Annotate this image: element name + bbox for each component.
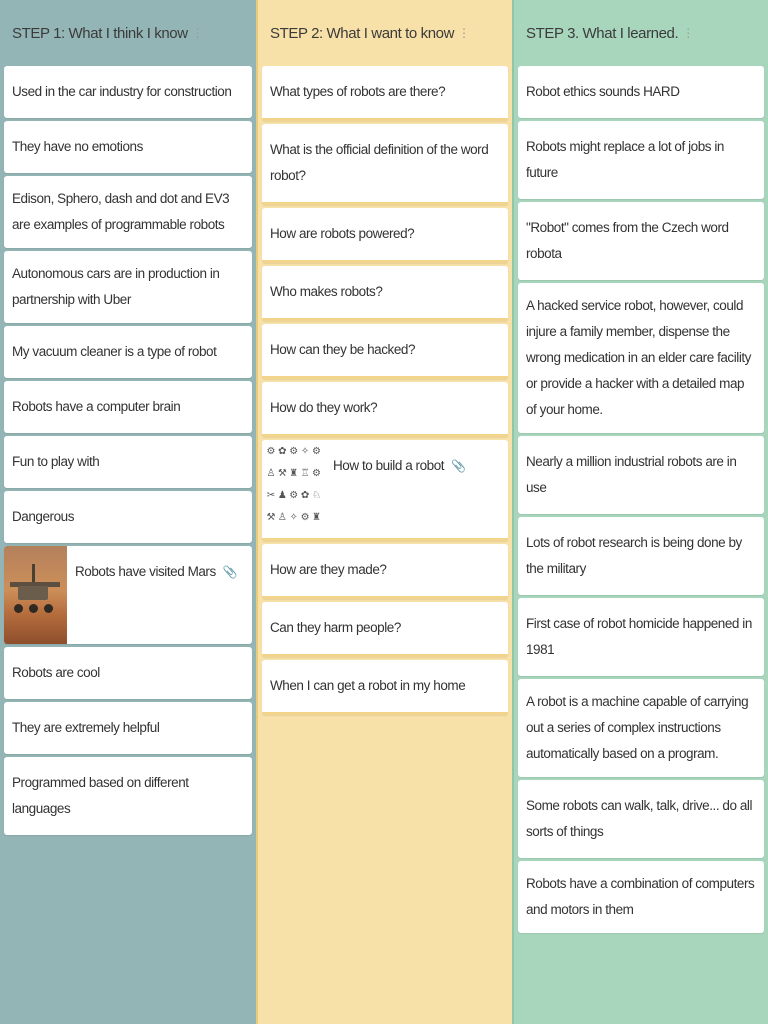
card-text: Nearly a million industrial robots are in use bbox=[526, 454, 737, 495]
card[interactable] bbox=[262, 266, 508, 321]
card[interactable] bbox=[4, 66, 252, 118]
card[interactable] bbox=[262, 382, 508, 437]
card-text: Edison, Sphero, dash and dot and EV3 are examples of programmable robots bbox=[12, 191, 230, 232]
card-text: Lots of robot research is being done by the military bbox=[526, 535, 742, 576]
card-list bbox=[262, 66, 508, 715]
card[interactable] bbox=[4, 251, 252, 323]
mars-rover-image bbox=[4, 546, 67, 644]
card-text: Robots have visited Mars bbox=[75, 564, 216, 579]
card[interactable] bbox=[518, 202, 764, 280]
column-title: STEP 3. What I learned. bbox=[526, 24, 679, 42]
card[interactable] bbox=[518, 780, 764, 858]
card-text: My vacuum cleaner is a type of robot bbox=[12, 344, 217, 359]
card-text: Autonomous cars are in production in partnership with Uber bbox=[12, 266, 220, 307]
card[interactable] bbox=[518, 66, 764, 118]
card-list bbox=[518, 66, 764, 933]
card[interactable] bbox=[4, 381, 252, 433]
card-text: Some robots can walk, talk, drive... do all sorts of things bbox=[526, 798, 753, 839]
card-text: What is the official definition of the word robot? bbox=[270, 142, 489, 183]
card[interactable] bbox=[4, 702, 252, 754]
card-text: What types of robots are there? bbox=[270, 84, 446, 99]
card[interactable] bbox=[4, 121, 252, 173]
card-text: Who makes robots? bbox=[270, 284, 383, 299]
column-header[interactable] bbox=[262, 0, 508, 66]
card[interactable] bbox=[4, 757, 252, 835]
paperclip-icon[interactable]: 📎 bbox=[451, 459, 466, 473]
column-think-i-know bbox=[0, 0, 256, 1024]
card-text: How can they be hacked? bbox=[270, 342, 415, 357]
card-with-image[interactable] bbox=[262, 440, 508, 541]
card[interactable] bbox=[262, 208, 508, 263]
card[interactable] bbox=[262, 660, 508, 715]
card[interactable] bbox=[518, 679, 764, 777]
card-text: They have no emotions bbox=[12, 139, 143, 154]
paperclip-icon[interactable]: 📎 bbox=[222, 565, 238, 579]
card-text: Fun to play with bbox=[12, 454, 100, 469]
card-text: How to build a robot bbox=[333, 458, 445, 473]
card-with-image[interactable] bbox=[4, 546, 252, 644]
card-text: Robots might replace a lot of jobs in future bbox=[526, 139, 724, 180]
vertical-dots-icon[interactable]: ⋮ bbox=[458, 26, 471, 40]
card-text: Robots have a combination of computers and motors in them bbox=[526, 876, 755, 917]
column-header[interactable] bbox=[4, 0, 252, 66]
card-text: Robots are cool bbox=[12, 665, 100, 680]
column-learned bbox=[512, 0, 768, 1024]
card[interactable] bbox=[518, 598, 764, 676]
card[interactable] bbox=[518, 121, 764, 199]
card-list bbox=[4, 66, 252, 835]
card-text: A robot is a machine capable of carrying out a series of complex instructions automatically based on a program. bbox=[526, 694, 749, 761]
card[interactable] bbox=[518, 283, 764, 433]
card[interactable] bbox=[518, 517, 764, 595]
column-title: STEP 1: What I think I know bbox=[12, 24, 188, 42]
card[interactable] bbox=[262, 124, 508, 205]
card[interactable] bbox=[518, 861, 764, 933]
column-title: STEP 2: What I want to know bbox=[270, 24, 455, 42]
card-text: How are they made? bbox=[270, 562, 387, 577]
card[interactable] bbox=[262, 66, 508, 121]
card-text: Robot ethics sounds HARD bbox=[526, 84, 680, 99]
card[interactable] bbox=[262, 544, 508, 599]
card-text: "Robot" comes from the Czech word robota bbox=[526, 220, 729, 261]
card-text: A hacked service robot, however, could injure a family member, dispense the wrong medication in an elder care facility or provide a hacker with a detailed map of your home. bbox=[526, 298, 751, 417]
card-text: Dangerous bbox=[12, 509, 74, 524]
robot-parts-image: ⚙ ✿ ⚙ ✧ ⚙ ♙ ⚒ ♜ ♖ ⚙ ✂ ♟ ⚙ ✿ ♘ ⚒ ♙ ✧ ⚙ ♜ bbox=[262, 440, 325, 538]
card-text: How are robots powered? bbox=[270, 226, 415, 241]
card[interactable] bbox=[4, 647, 252, 699]
vertical-dots-icon[interactable]: ⋮ bbox=[682, 26, 695, 40]
card[interactable] bbox=[4, 176, 252, 248]
card-text: Robots have a computer brain bbox=[12, 399, 181, 414]
card-text: When I can get a robot in my home bbox=[270, 678, 466, 693]
card[interactable] bbox=[518, 436, 764, 514]
vertical-dots-icon[interactable]: ⋮ bbox=[191, 26, 204, 40]
card-text: Can they harm people? bbox=[270, 620, 401, 635]
card-text: Programmed based on different languages bbox=[12, 775, 189, 816]
card-text: Used in the car industry for construction bbox=[12, 84, 232, 99]
card[interactable] bbox=[4, 436, 252, 488]
card[interactable] bbox=[262, 602, 508, 657]
column-header[interactable] bbox=[518, 0, 764, 66]
card[interactable] bbox=[4, 491, 252, 543]
column-want-to-know bbox=[256, 0, 512, 1024]
card-text: First case of robot homicide happened in 1981 bbox=[526, 616, 752, 657]
card[interactable] bbox=[262, 324, 508, 379]
card-text: How do they work? bbox=[270, 400, 378, 415]
card-text: They are extremely helpful bbox=[12, 720, 160, 735]
card[interactable] bbox=[4, 326, 252, 378]
